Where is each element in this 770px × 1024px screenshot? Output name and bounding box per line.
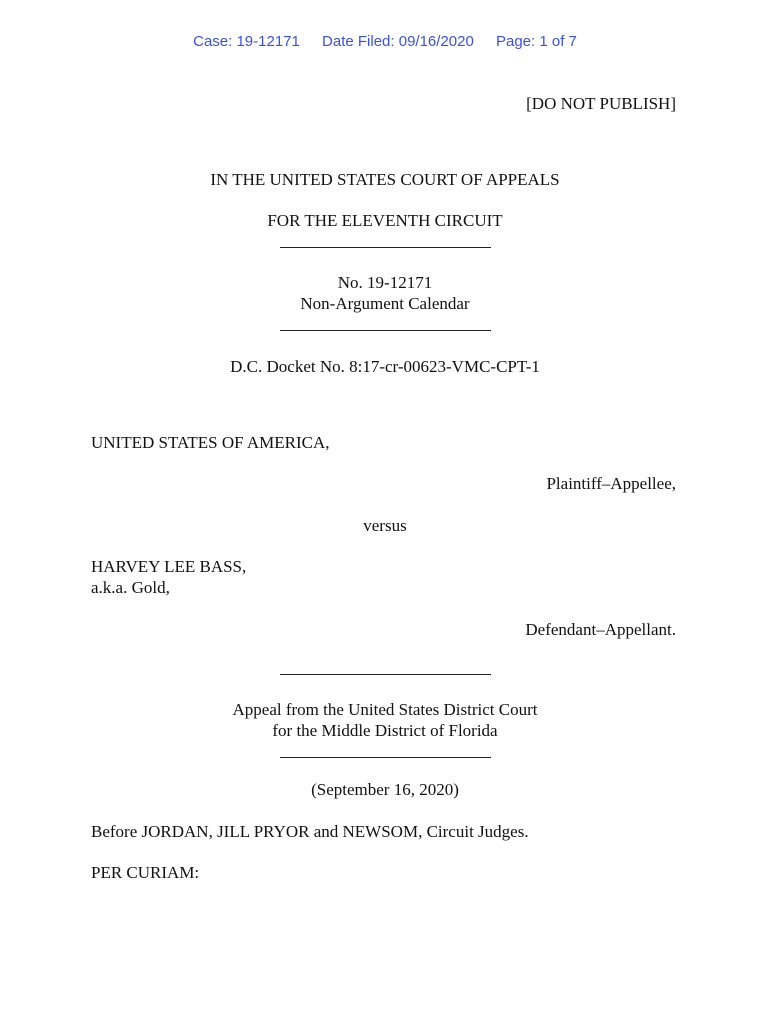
- filing-header: [0, 33, 770, 50]
- date-filed-header: Date Filed: 09/16/2020: [322, 33, 474, 50]
- court-name: IN THE UNITED STATES COURT OF APPEALS: [210, 170, 560, 189]
- defendant-role: Defendant–Appellant.: [525, 620, 676, 639]
- appeal-district: for the Middle District of Florida: [272, 721, 498, 740]
- plaintiff-name: UNITED STATES OF AMERICA,: [91, 433, 330, 452]
- divider-rule: [280, 674, 491, 675]
- divider-rule: [280, 757, 491, 758]
- per-curiam-heading: PER CURIAM:: [91, 863, 200, 882]
- defendant-alias: a.k.a. Gold,: [91, 578, 170, 597]
- page-count-header: Page: 1 of 7: [495, 33, 577, 50]
- decision-date: (September 16, 2020): [311, 780, 459, 799]
- publish-notice: [DO NOT PUBLISH]: [526, 94, 676, 113]
- versus-label: versus: [363, 516, 407, 535]
- case-number-header: Case: 19-12171: [193, 33, 300, 50]
- divider-rule: [280, 247, 491, 248]
- appeal-origin: Appeal from the United States District Court: [232, 700, 538, 719]
- plaintiff-role: Plaintiff–Appellee,: [546, 474, 676, 493]
- defendant-name: HARVEY LEE BASS,: [91, 557, 247, 576]
- divider-rule: [280, 330, 491, 331]
- docket-number: D.C. Docket No. 8:17-cr-00623-VMC-CPT-1: [230, 357, 540, 376]
- judge-panel: Before JORDAN, JILL PRYOR and NEWSOM, Circuit Judges.: [91, 822, 529, 841]
- circuit-name: FOR THE ELEVENTH CIRCUIT: [267, 211, 503, 230]
- case-number: No. 19-12171: [337, 273, 433, 292]
- calendar-type: Non-Argument Calendar: [300, 294, 470, 313]
